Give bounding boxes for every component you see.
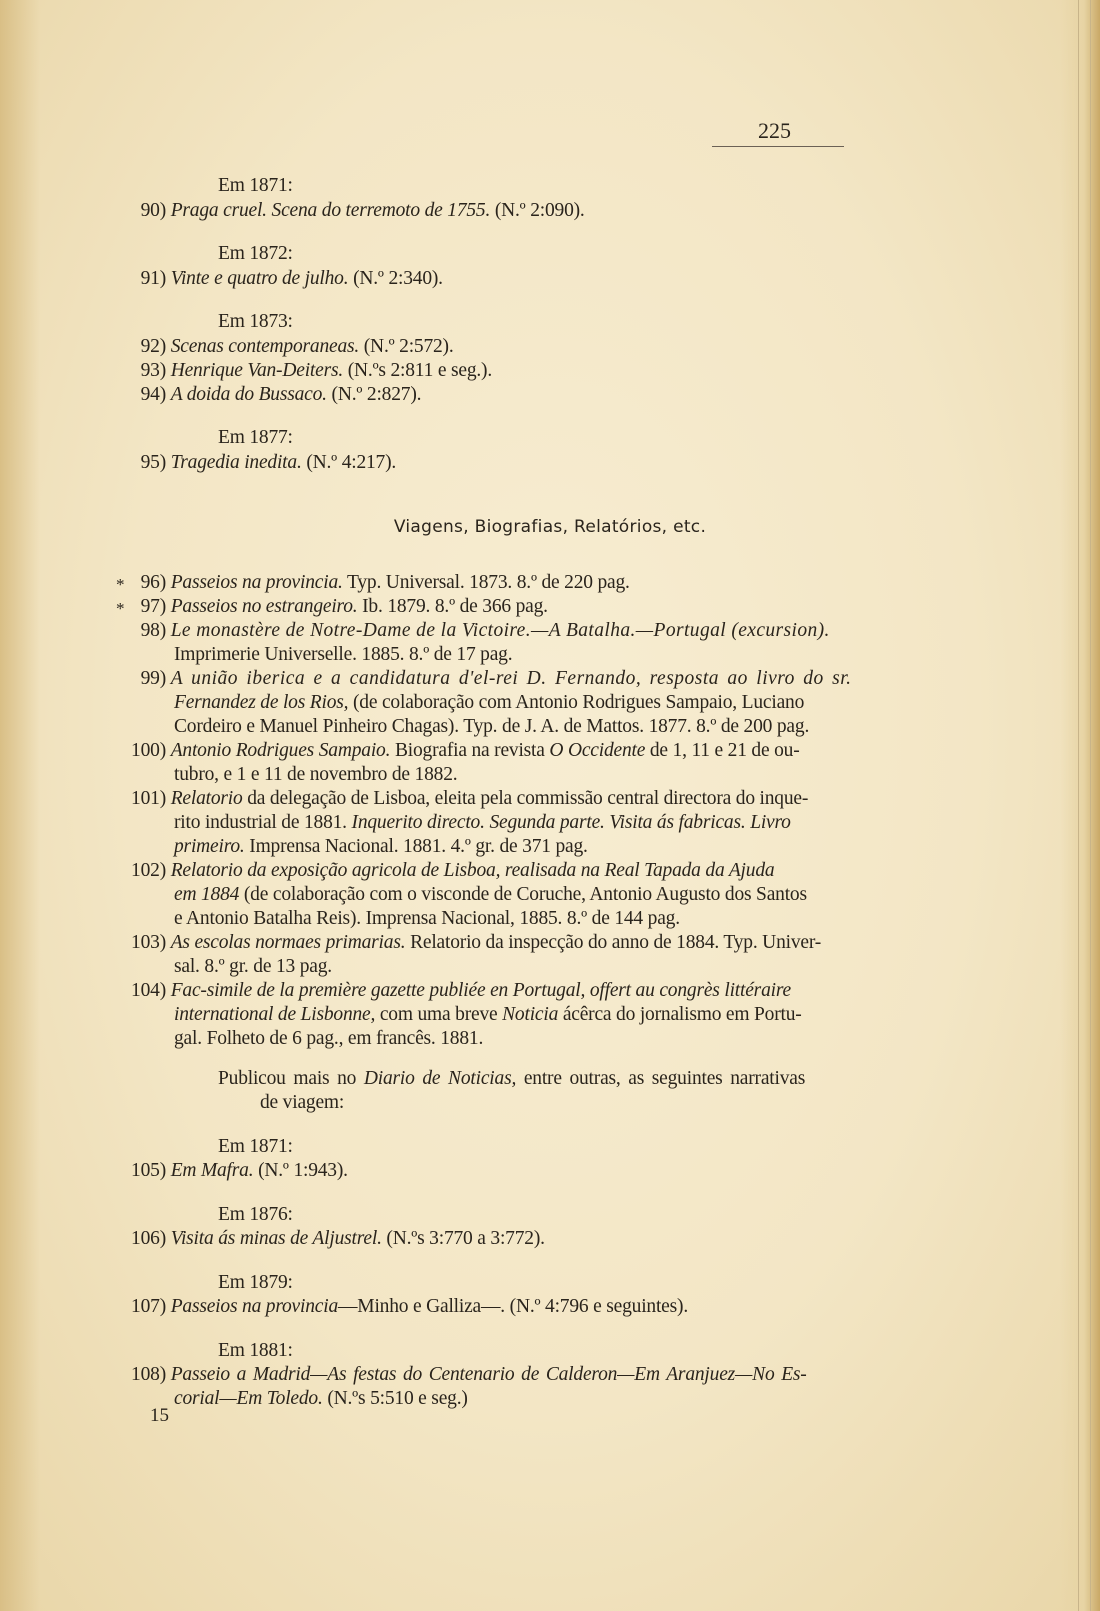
item-details: rito industrial de 1881. — [174, 812, 352, 833]
year-label: Em 1871: — [218, 1136, 293, 1157]
item-number: 103) — [131, 932, 166, 953]
item-details: Typ. Universal. 1873. 8.º de 220 pag. — [342, 572, 630, 593]
page-edge-left — [0, 0, 40, 1611]
intro-paragraph-continuation: de viagem: — [260, 1092, 345, 1113]
page-fold-line — [1090, 0, 1091, 1611]
list-item — [138, 268, 443, 290]
item-details: Imprensa Nacional. 1881. 4.º gr. de 371 pag. — [244, 836, 588, 857]
item-title: Praga cruel. Scena do terremoto de 1755. — [170, 200, 491, 221]
item-ref: (N.º 4:217). — [301, 452, 397, 473]
item-title: Fac-simile de la première gazette publiée en Portugal, offert au congrès littéraire — [170, 980, 791, 1001]
item-details: da delegação de Lisboa, eleita pela commissão central directora do inque- — [242, 788, 809, 809]
asterisk-marker: * — [116, 599, 125, 618]
item-title: Antonio Rodrigues Sampaio. — [170, 740, 391, 761]
item-title: Relatorio — [170, 788, 243, 809]
item-continuation: Imprimerie Universelle. 1885. 8.º de 17 pag. — [174, 644, 513, 665]
item-number: 106) — [131, 1228, 166, 1249]
item-number: 105) — [131, 1160, 166, 1181]
item-number: 99) — [140, 668, 166, 689]
item-title: Passeios na provincia. — [170, 572, 343, 593]
item-details: de 1, 11 e 21 de ou- — [645, 740, 800, 761]
item-number: 102) — [131, 860, 166, 881]
year-label: Em 1881: — [218, 1340, 293, 1361]
item-subtitle: primeiro. — [174, 836, 245, 857]
item-details: Ib. 1879. 8.º de 366 pag. — [357, 596, 548, 617]
item-ref: (N.º 2:827). — [326, 384, 422, 405]
intro-paragraph — [218, 1068, 805, 1090]
list-item — [129, 1296, 688, 1318]
year-label: Em 1877: — [218, 427, 293, 448]
item-ref: (N.º 2:572). — [359, 336, 454, 357]
item-details: Relatorio da inspecção do anno de 1884. Typ. Univer- — [405, 932, 822, 953]
item-title: international de Lisbonne, — [174, 1004, 376, 1025]
item-number: 93) — [140, 360, 166, 381]
item-continuation — [174, 884, 807, 906]
intro-text: Publicou mais no — [218, 1068, 364, 1089]
asterisk-marker: * — [116, 575, 125, 594]
item-continuation — [174, 1388, 468, 1410]
item-details: ácêrca do jornalismo em Portu- — [558, 1004, 802, 1025]
item-ref: (N.ºs 2:811 e seg.). — [343, 360, 493, 381]
list-item — [138, 360, 492, 382]
item-title: Em Mafra. — [170, 1160, 254, 1181]
list-item — [129, 788, 808, 810]
list-item — [138, 384, 421, 406]
item-number: 92) — [140, 336, 166, 357]
list-item — [129, 860, 774, 882]
list-item — [138, 572, 630, 594]
item-ref: (N.ºs 3:770 a 3:772). — [381, 1228, 545, 1249]
page-number: 225 — [758, 118, 791, 143]
page-fold-line — [1078, 0, 1079, 1611]
item-number: 107) — [131, 1296, 166, 1317]
item-continuation: e Antonio Batalha Reis). Imprensa Nacional, 1885. 8.º de 144 pag. — [174, 908, 680, 929]
item-ref: (N.º 2:340). — [348, 268, 443, 289]
signature-mark: 15 — [150, 1405, 169, 1426]
item-continuation: gal. Folheto de 6 pag., em francês. 1881. — [174, 1028, 484, 1049]
item-details: (de colaboração com Antonio Rodrigues Sampaio, Luciano — [348, 692, 805, 713]
item-title: Relatorio da exposição agricola de Lisboa, realisada na Real Tapada da Ajuda — [170, 860, 775, 881]
item-ref: (N.º 2:090). — [490, 200, 585, 221]
item-details: Biografia na revista — [390, 740, 550, 761]
item-title: As escolas normaes primarias. — [170, 932, 406, 953]
item-number: 95) — [140, 452, 166, 473]
item-continuation — [174, 1004, 802, 1026]
item-continuation — [174, 836, 588, 858]
newspaper-title: Diario de Noticias, — [363, 1068, 517, 1089]
list-item — [129, 740, 800, 762]
item-details: (de colaboração com o visconde de Coruche, Antonio Augusto dos Santos — [239, 884, 807, 905]
item-title: Passeios na provincia — [170, 1296, 338, 1317]
item-title: em 1884 — [174, 884, 240, 905]
year-label: Em 1873: — [218, 311, 293, 332]
item-details: com uma breve — [375, 1004, 503, 1025]
list-item — [138, 620, 830, 642]
item-title: corial—Em Toledo. — [174, 1388, 323, 1409]
list-item — [129, 932, 821, 954]
item-continuation — [174, 692, 804, 714]
item-ref: (N.ºs 5:510 e seg.) — [322, 1388, 468, 1409]
year-label: Em 1876: — [218, 1204, 293, 1225]
list-item — [138, 596, 548, 618]
year-label: Em 1872: — [218, 243, 293, 264]
list-item — [138, 200, 585, 222]
item-title: Vinte e quatro de julho. — [170, 268, 349, 289]
item-number: 96) — [140, 572, 166, 593]
item-number: 100) — [131, 740, 166, 761]
item-number: 101) — [131, 788, 166, 809]
page-edge-right — [1060, 0, 1100, 1611]
item-title: Passeios no estrangeiro. — [170, 596, 358, 617]
list-item — [129, 1364, 807, 1386]
list-item — [129, 1160, 348, 1182]
item-continuation: tubro, e 1 e 11 de novembro de 1882. — [174, 764, 458, 785]
item-continuation — [174, 812, 791, 834]
intro-text: entre outras, as seguintes narrativas — [516, 1068, 806, 1089]
item-title: Tragedia inedita. — [170, 452, 302, 473]
item-continuation: Cordeiro e Manuel Pinheiro Chagas). Typ. de J. A. de Mattos. 1877. 8.º de 200 pag. — [174, 716, 810, 737]
header-rule — [712, 146, 844, 147]
section-heading: Viagens, Biografias, Relatórios, etc. — [393, 517, 707, 537]
item-number: 97) — [140, 596, 166, 617]
list-item — [138, 452, 396, 474]
item-number: 104) — [131, 980, 166, 1001]
list-item — [138, 668, 852, 690]
item-subtitle: Inquerito directo. Segunda parte. Visita ás fabricas. Livro — [351, 812, 791, 833]
item-subtitle: Noticia — [502, 1004, 559, 1025]
item-title: A doida do Bussaco. — [170, 384, 327, 405]
item-title: Passeio a Madrid—As festas do Centenario de Calderon—Em Aranjuez—No Es- — [170, 1364, 807, 1385]
list-item — [129, 1228, 545, 1250]
item-number: 98) — [140, 620, 166, 641]
item-title: A união iberica e a candidatura d'el-rei D. Fernando, resposta ao livro do sr. — [170, 668, 852, 689]
list-item — [138, 336, 454, 358]
item-number: 91) — [140, 268, 166, 289]
item-title: Le monastère de Notre-Dame de la Victoire.—A Batalha.—Portugal (excursion). — [170, 620, 830, 641]
item-title: Fernandez de los Rios, — [174, 692, 349, 713]
list-item — [129, 980, 791, 1002]
item-title: Henrique Van-Deiters. — [170, 360, 344, 381]
item-ref: (N.º 1:943). — [253, 1160, 348, 1181]
item-ref: —Minho e Galliza—. (N.º 4:796 e seguintes). — [338, 1296, 688, 1317]
item-continuation: sal. 8.º gr. de 13 pag. — [174, 956, 332, 977]
journal-title: O Occidente — [549, 740, 646, 761]
year-label: Em 1879: — [218, 1272, 293, 1293]
item-title: Scenas contemporaneas. — [170, 336, 360, 357]
year-label: Em 1871: — [218, 175, 293, 196]
item-number: 108) — [131, 1364, 166, 1385]
item-number: 90) — [140, 200, 166, 221]
item-number: 94) — [140, 384, 166, 405]
item-title: Visita ás minas de Aljustrel. — [170, 1228, 382, 1249]
